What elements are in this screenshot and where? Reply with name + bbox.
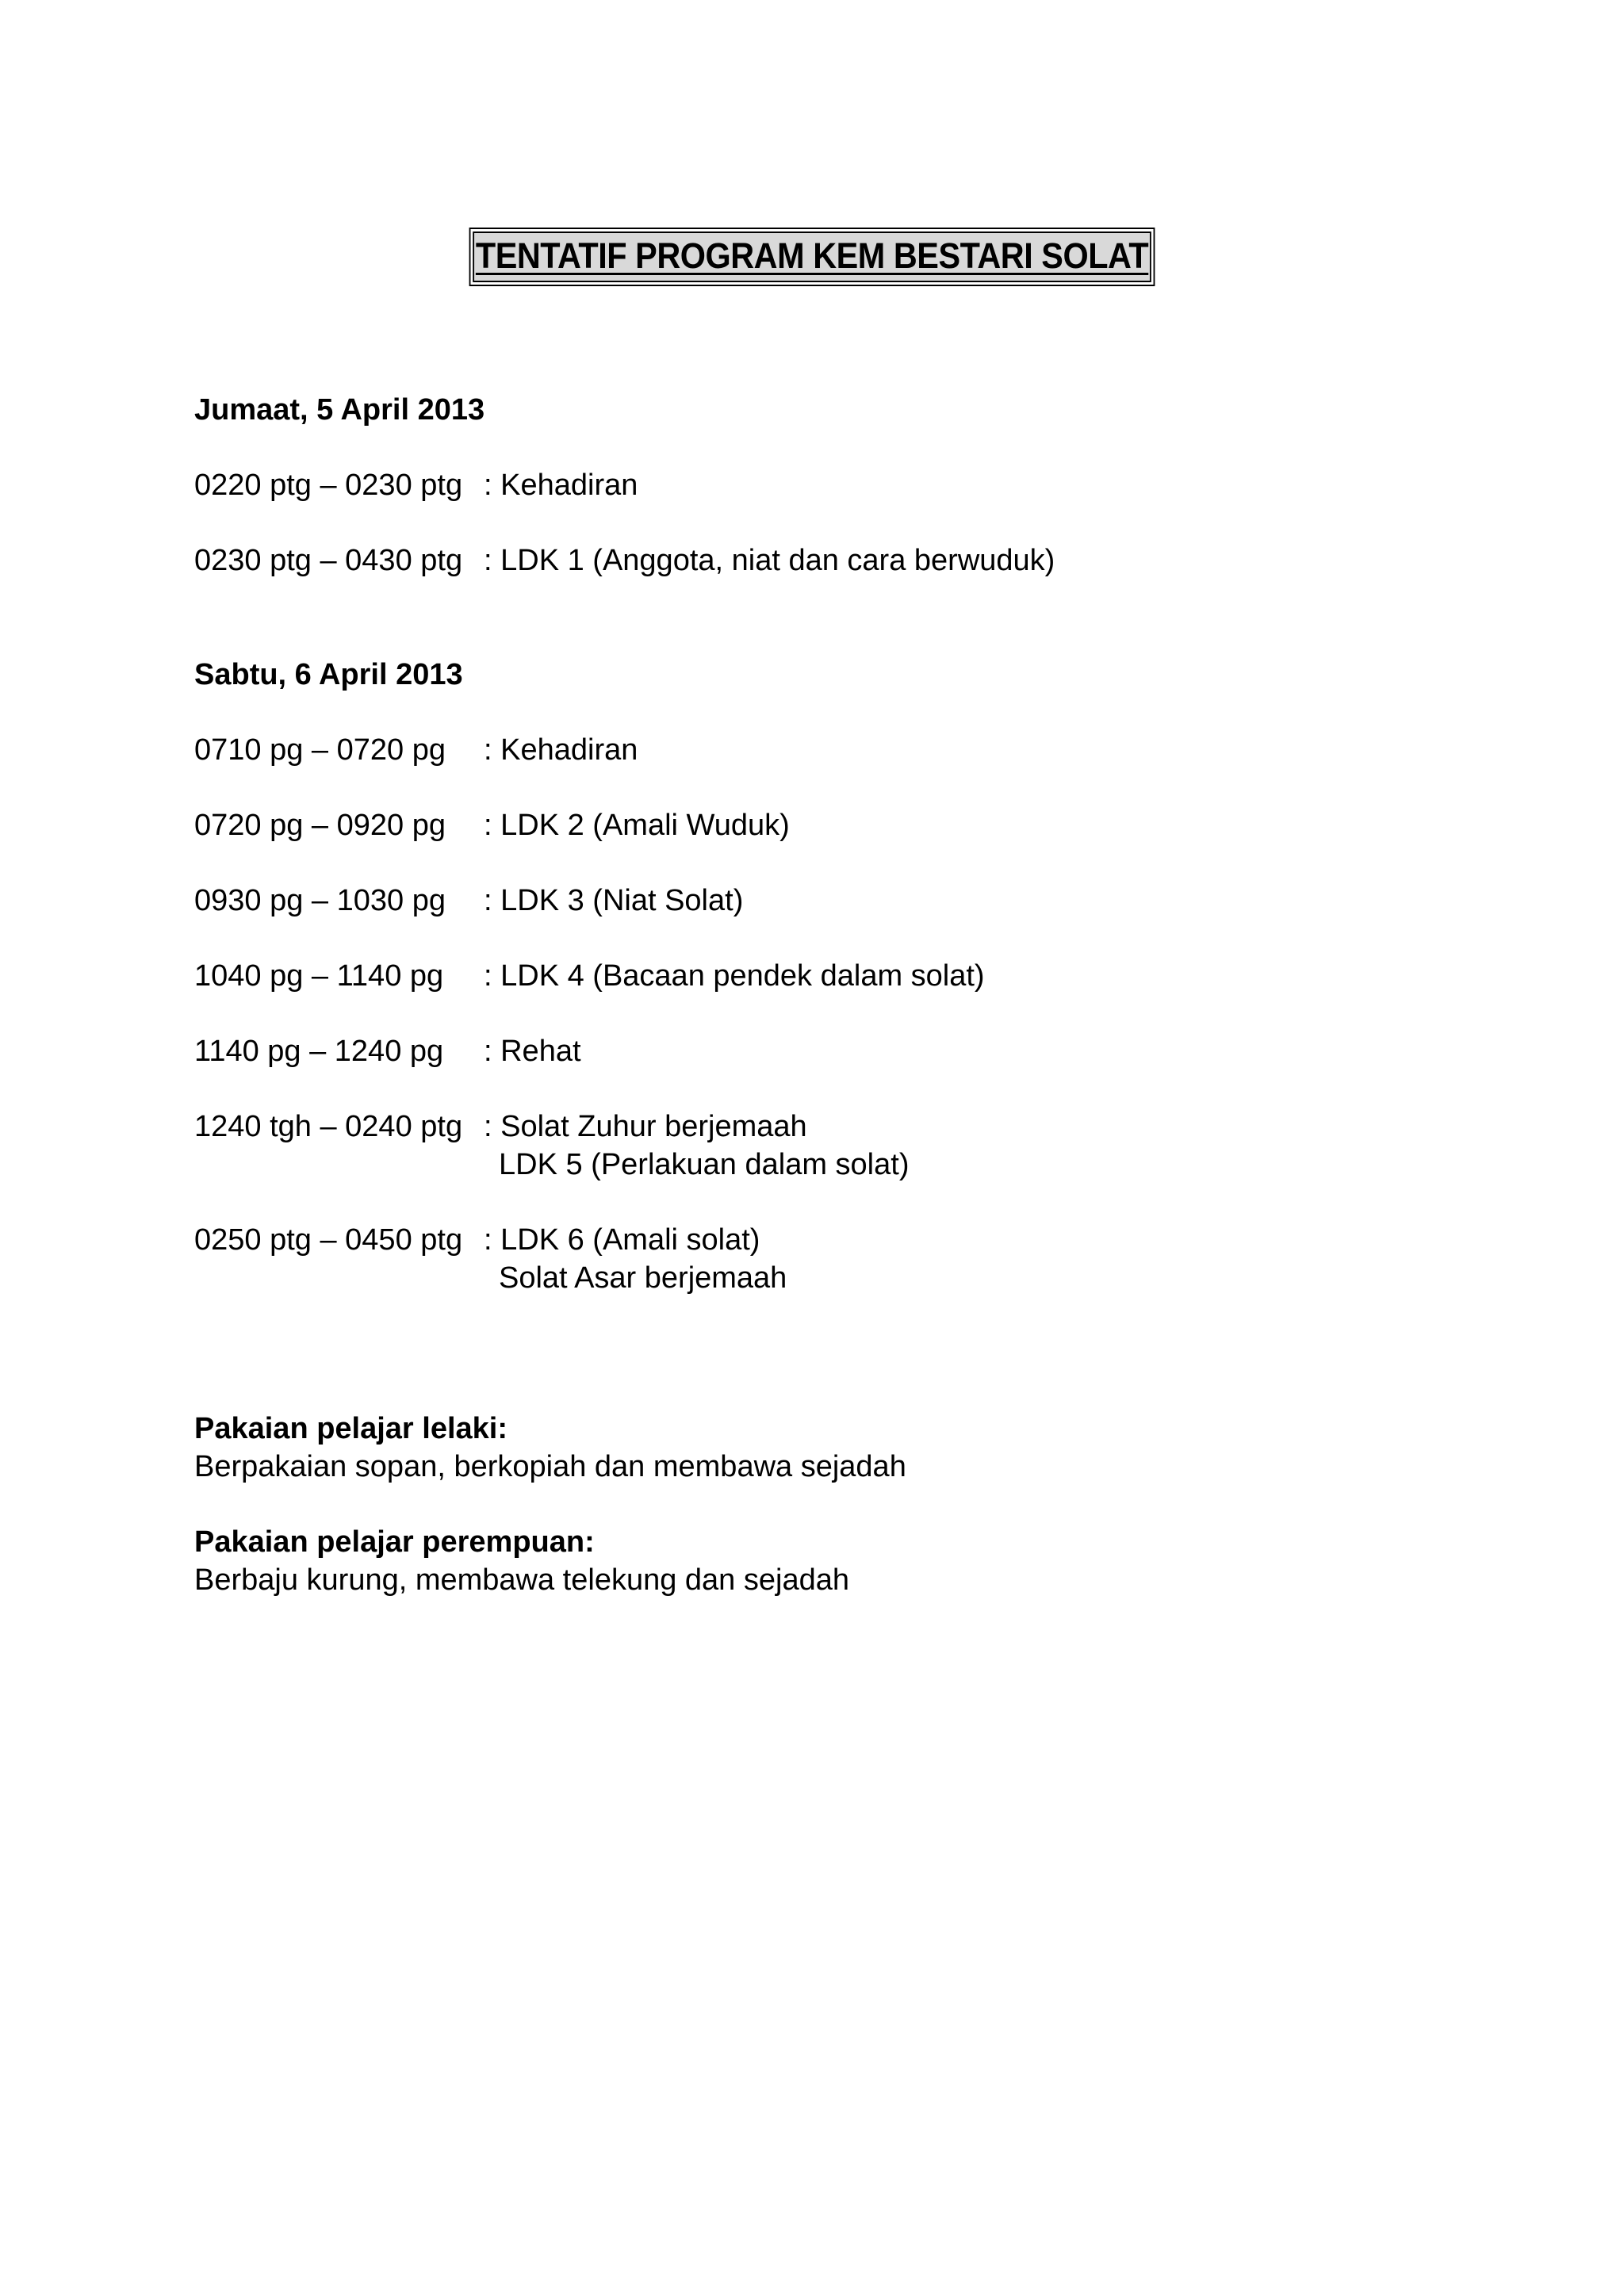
- day-heading-saturday: Sabtu, 6 April 2013: [194, 658, 463, 691]
- row-time: 0250 ptg – 0450 ptg: [194, 1223, 463, 1257]
- row-time: 1240 tgh – 0240 ptg: [194, 1110, 463, 1143]
- row-activity: [484, 1108, 909, 1184]
- row-activity: [484, 541, 1055, 580]
- activity-line: : LDK 1 (Anggota, niat dan cara berwuduk): [484, 544, 1055, 577]
- row-time: 0220 ptg – 0230 ptg: [194, 469, 463, 502]
- activity-line: : Rehat: [484, 1035, 581, 1068]
- row-activity: [484, 731, 638, 769]
- dress-heading-female: Pakaian pelajar perempuan:: [194, 1525, 595, 1559]
- activity-line: Solat Asar berjemaah: [499, 1261, 787, 1295]
- title-wrapper: [0, 232, 1624, 282]
- row-time: 0720 pg – 0920 pg: [194, 809, 446, 842]
- activity-line: LDK 5 (Perlakuan dalam solat): [499, 1148, 910, 1181]
- row-time: 0930 pg – 1030 pg: [194, 884, 446, 917]
- activity-line: : LDK 4 (Bacaan pendek dalam solat): [484, 959, 985, 993]
- activity-line: : Kehadiran: [484, 469, 638, 502]
- row-time: 0230 ptg – 0430 ptg: [194, 544, 463, 577]
- row-activity: [484, 806, 790, 844]
- activity-line: : LDK 6 (Amali solat): [484, 1223, 760, 1257]
- activity-line: : LDK 3 (Niat Solat): [484, 884, 744, 917]
- dress-text-female: Berbaju kurung, membawa telekung dan sejadah: [194, 1563, 849, 1597]
- activity-line: : Kehadiran: [484, 733, 638, 767]
- activity-line: : LDK 2 (Amali Wuduk): [484, 809, 790, 842]
- row-activity: [484, 882, 743, 920]
- row-activity: [484, 466, 638, 504]
- day-heading-friday: Jumaat, 5 April 2013: [194, 393, 485, 427]
- dress-text-male: Berpakaian sopan, berkopiah dan membawa sejadah: [194, 1450, 906, 1483]
- row-activity: [484, 957, 985, 995]
- dress-heading-male: Pakaian pelajar lelaki:: [194, 1412, 508, 1445]
- row-activity: [484, 1221, 787, 1297]
- page-title: TENTATIF PROGRAM KEM BESTARI SOLAT: [473, 232, 1151, 282]
- row-time: 1140 pg – 1240 pg: [194, 1035, 444, 1068]
- row-time: 0710 pg – 0720 pg: [194, 733, 446, 767]
- row-activity: [484, 1032, 581, 1070]
- row-time: 1040 pg – 1140 pg: [194, 959, 444, 993]
- activity-line: : Solat Zuhur berjemaah: [484, 1110, 807, 1143]
